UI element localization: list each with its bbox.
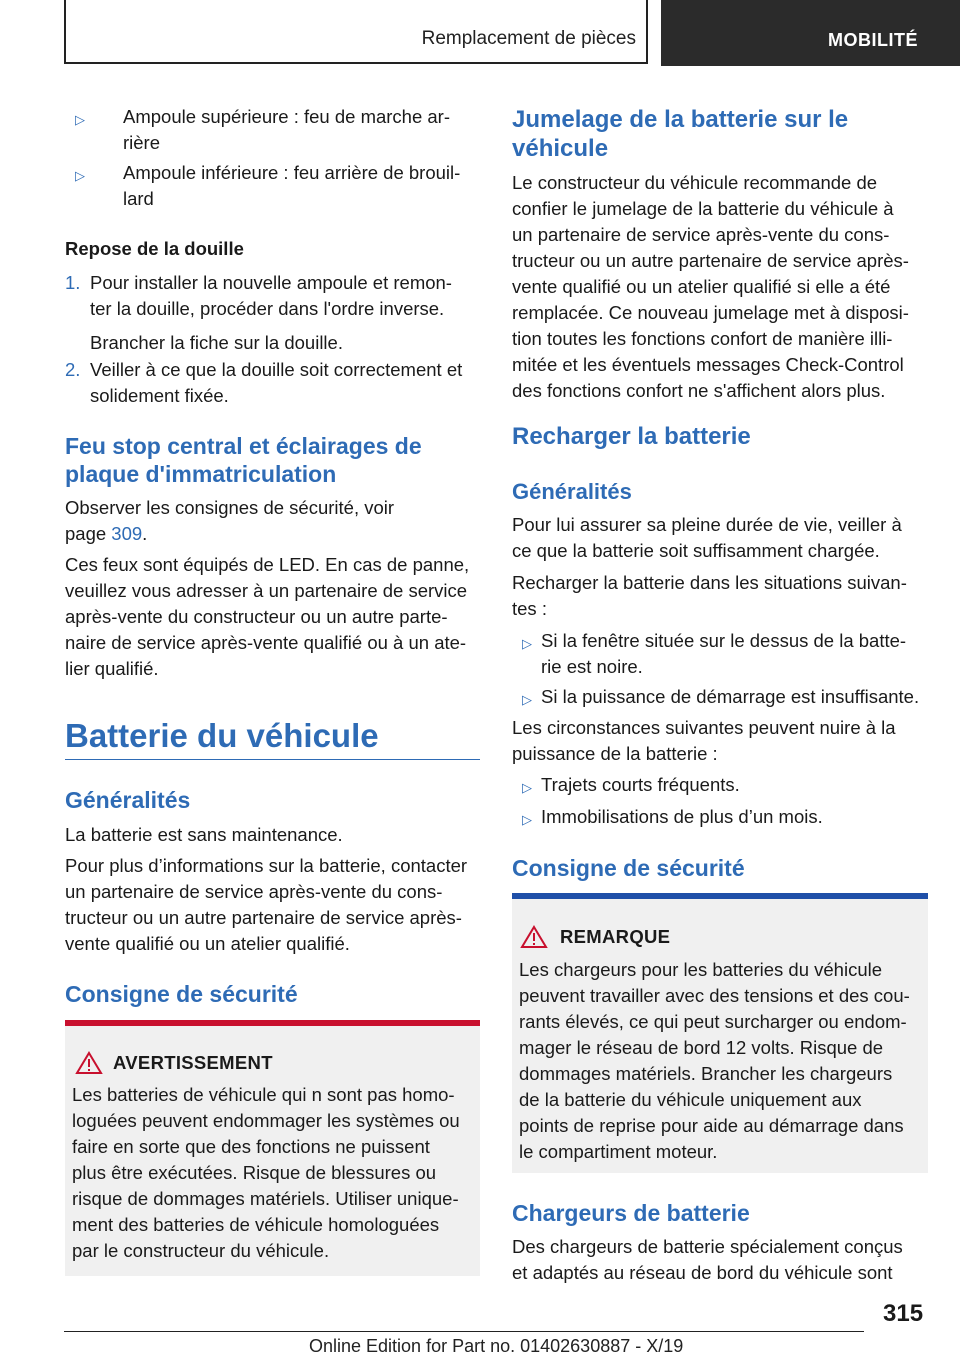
triangle-bullet-icon: ▷: [522, 812, 532, 827]
info-text: Pour plus d’informations sur la batterie, contacter un partenaire de service après-vente du cons- tructeur ou un autre partenaire de service après- vente qualifié ou un atelier qualifié.: [65, 855, 468, 954]
chargeurs-text: Des chargeurs de batterie spécialement conçus et adaptés au réseau de bord du véhicule sont: [512, 1236, 903, 1283]
triangle-bullet-icon: ▷: [522, 780, 532, 795]
triangle-bullet-icon: ▷: [522, 636, 532, 651]
notice-text: Les chargeurs pour les batteries du véhicule peuvent travailler avec des tensions et des cou- rants élevés, ce qui peut surcharger ou endom- mager le réseau de bord 12 volts. Risque de dommages matériels. Brancher les chargeurs de la batterie du véhicule uniquement aux points de reprise pour aide au démarrage dans le compartiment moteur.: [519, 959, 910, 1162]
repose-heading: Repose de la douille: [65, 238, 244, 259]
chargeurs-heading: Chargeurs de batterie: [512, 1200, 750, 1226]
jumelage-heading: Jumelage de la batterie sur le véhicule: [512, 106, 849, 162]
duree-text: Pour lui assurer sa pleine durée de vie, veiller à ce que la batterie soit suffisamment chargée.: [512, 514, 902, 561]
triangle-bullet-icon: ▷: [522, 692, 532, 707]
feu-stop-heading: Feu stop central et éclairages de plaque d'immatriculation: [65, 433, 422, 487]
consigne-heading: Consigne de sécurité: [65, 981, 298, 1007]
jumelage-text: Le constructeur du véhicule recommande de confier le jumelage de la batterie du véhicule à un partenaire de service après-vente du cons- tructeur ou un autre partenaire de service après- vente qualifié ou un atelier qualifié si elle a été remplacée. Ce nouveau jumelage met à disposi- tion toutes les fonctions confort de manière illi- mitée et les éventuels messages Check-Control des fonctions confort ne s'affichent alors plus.: [512, 172, 909, 401]
notice-title: REMARQUE: [560, 926, 671, 947]
consigne-heading-right: Consigne de sécurité: [512, 855, 745, 881]
warning-title: AVERTISSEMENT: [113, 1052, 273, 1073]
observe-text: Observer les consignes de sécurité, voir page 309.: [65, 497, 395, 544]
header-chapter-title: MOBILITÉ: [828, 30, 918, 50]
triangle-bullet-icon: ▷: [75, 112, 85, 127]
led-text: Ces feux sont équipés de LED. En cas de panne, veuillez vous adresser à un partenaire de service après-vente du constructeur ou un autre parte- naire de service après-vente qualifié ou à un ate- lier qualifié.: [65, 554, 470, 679]
situations-text: Recharger la batterie dans les situations suivan- tes :: [512, 572, 907, 619]
triangle-bullet-icon: ▷: [75, 168, 85, 183]
circonstances-text: Les circonstances suivantes peuvent nuire à la puissance de la batterie :: [512, 717, 896, 764]
footer-edition: Online Edition for Part no. 01402630887 - X/19: [309, 1336, 684, 1356]
heading-rule: [65, 759, 480, 760]
batterie-heading: Batterie du véhicule: [65, 717, 379, 754]
footer-rule: [64, 1331, 864, 1332]
warning-triangle-icon: [75, 1051, 103, 1075]
page-number: 315: [883, 1300, 924, 1327]
recharger-heading: Recharger la batterie: [512, 423, 751, 450]
warning-text: Les batteries de véhicule qui n sont pas homo- loguées peuvent endommager les systèmes ou faire en sorte que des fonctions ne puissent plus être exécutées. Risque de blessures ou risque de dommages matériels. Utiliser unique- ment des batteries de véhicule homologuées par le constructeur du véhicule.: [72, 1084, 460, 1261]
warning-box: [65, 1020, 480, 1276]
maintenance-text: La batterie est sans maintenance.: [65, 824, 343, 845]
header-section-title: Remplacement de pièces: [421, 28, 636, 49]
page-link[interactable]: 309: [111, 523, 143, 544]
notice-box: [512, 893, 928, 1173]
generalites-heading-right: Généralités: [512, 479, 632, 504]
generalites-heading: Généralités: [65, 787, 191, 813]
warning-triangle-icon: [520, 925, 548, 949]
